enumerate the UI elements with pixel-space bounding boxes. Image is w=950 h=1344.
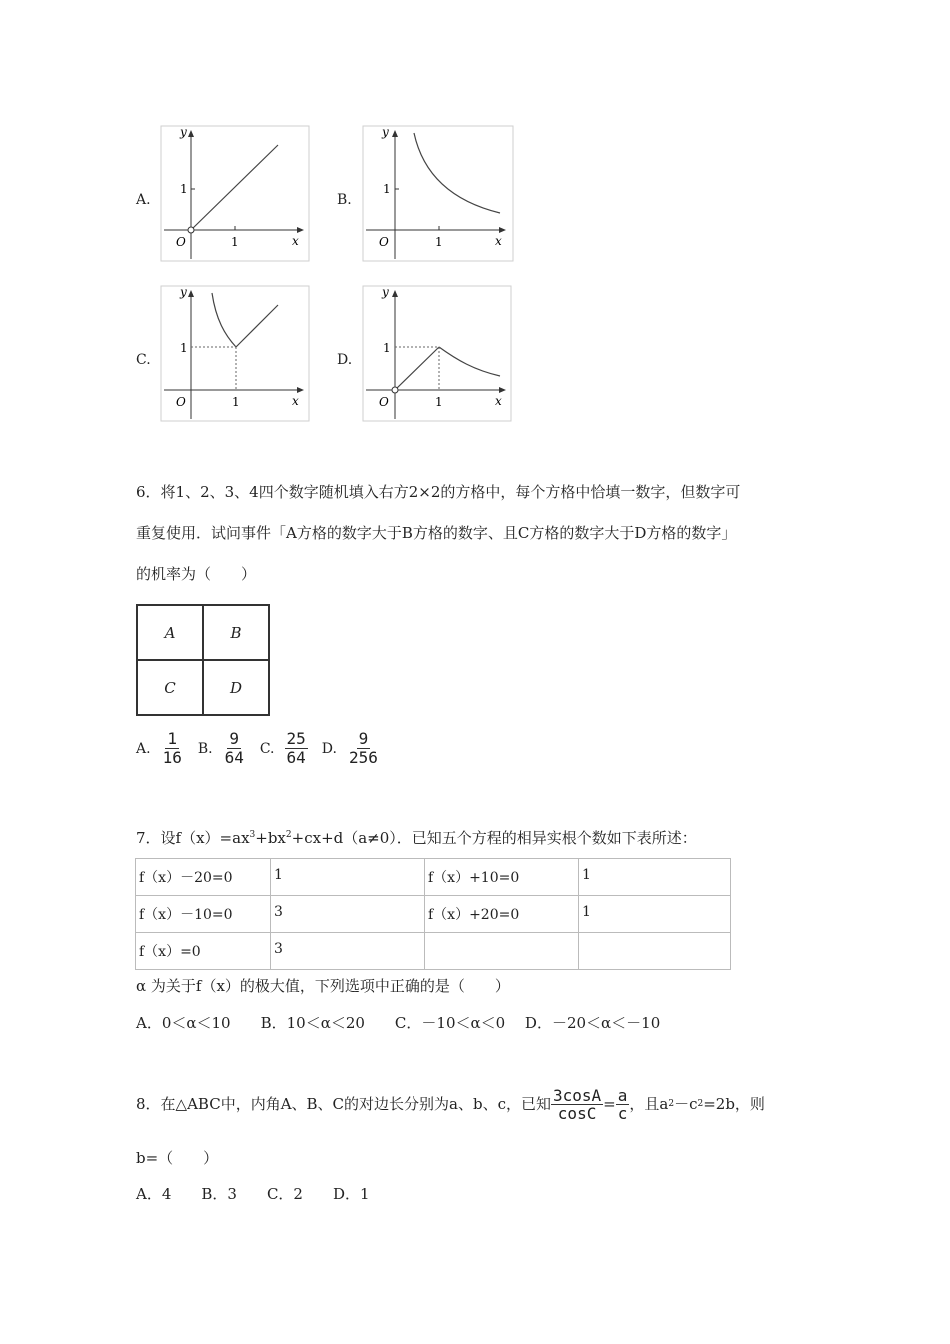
x-tick-label: 1 [435,395,443,409]
q8-exp-a: 2 [668,1099,675,1109]
x-axis-label: x [292,394,299,408]
denominator: 64 [286,748,306,767]
table-cell: 3 [271,896,425,933]
q8-stem-mid2: －c [674,1095,698,1113]
q6-option-a-label: A. [136,740,151,757]
q8-fraction-cos [551,1087,603,1122]
q6-option-d-label: D. [321,740,337,757]
origin-label: O [379,395,389,409]
y-tick-label: 1 [383,182,391,196]
x-axis-arrow [499,227,506,233]
q8-answer-line: b=（ ） [136,1149,219,1167]
table-cell: f（x）－10=0 [136,896,271,933]
origin-label: O [176,235,186,249]
q8-stem-prefix: 8．在△ABC中，内角A、B、C的对边长分别为a、b、c，已知 [136,1095,551,1113]
denominator: 256 [348,748,378,767]
table-cell: f（x）=0 [136,933,271,970]
q7-stem-mid: +bx [255,829,286,847]
q6-stem-line1: 6．将1、2、3、4四个数字随机填入右方2×2的方格中，每个方格中恰填一数字，但数字可 [136,483,741,501]
q5-option-a-label: A. [136,192,151,208]
q8-exp-c: 2 [697,1099,704,1109]
q6-grid [136,604,270,716]
x-axis-arrow [297,387,304,393]
q6-stem-line2: 重复使用．试问事件「A方格的数字大于B方格的数字、且C方格的数字大于D方格的数字」 [136,524,737,542]
y-axis-label: y [180,125,187,139]
q7-stem [136,825,697,848]
curve-line [191,145,278,230]
q5-option-c-label: C. [136,352,151,368]
origin-label: O [379,235,389,249]
table-cell: f（x）+10=0 [425,859,579,896]
grid-cell-a: A [138,606,203,660]
table-cell: 1 [579,859,731,896]
q5-graph-c [160,285,310,422]
q5-graph-d [362,285,512,422]
x-tick-label: 1 [435,235,443,249]
y-axis-arrow [188,130,194,137]
grid-cell-d: D [203,660,268,714]
grid-cell-c: C [138,660,203,714]
q8-equals: = [603,1095,616,1113]
denominator: 64 [224,748,244,767]
open-point [392,387,398,393]
y-axis-label: y [180,285,187,299]
curve-decreasing [414,133,500,213]
table-cell: 1 [271,859,425,896]
q6-options [136,730,380,767]
q7-stem-prefix: 7．设f（x）=ax [136,829,250,847]
q7-exp-2: 2 [285,830,292,840]
table-row [136,896,731,933]
y-axis-label: y [382,285,389,299]
y-tick-label: 1 [383,341,391,355]
y-tick-label: 1 [180,182,188,196]
x-axis-label: x [495,234,502,248]
q8-stem [136,1082,765,1126]
y-axis-arrow [392,130,398,137]
numerator: 1 [167,729,178,748]
x-axis-label: x [292,234,299,248]
q7-options: A．0＜α＜10 B．10＜α＜20 C．－10＜α＜0 D．－20＜α＜－10 [136,1014,661,1032]
numerator: 9 [358,729,369,748]
table-cell: f（x）－20=0 [136,859,271,896]
table-cell [425,933,579,970]
q6-option-d-fraction [347,730,380,767]
q8-options: A．4 B．3 C．2 D．1 [136,1185,370,1203]
q7-stem-suffix: +cx+d（a≠0）．已知五个方程的相异实根个数如下表所述： [291,829,697,847]
y-tick-label: 1 [180,341,188,355]
table-cell: 3 [271,933,425,970]
denominator: c [617,1103,628,1123]
curve-rising-segment [395,347,439,390]
table-cell: f（x）+20=0 [425,896,579,933]
q7-roots-table [135,858,731,970]
table-row [136,933,731,970]
numerator: 25 [286,729,306,748]
q7-exp-3: 3 [249,830,256,840]
y-axis-arrow [188,290,194,297]
q6-option-a-fraction [161,730,184,767]
curve-left-branch [212,293,236,347]
q6-option-b-label: B. [197,740,213,757]
curve-decreasing-branch [439,347,500,376]
q7-question-line: α 为关于f（x）的极大值，下列选项中正确的是（ ） [136,977,510,995]
open-point [188,227,194,233]
q6-option-b-fraction [223,730,246,767]
q5-option-b-label: B. [337,192,352,208]
q6-option-c-label: C. [259,740,275,757]
q6-stem-line3: 的机率为（ ） [136,565,257,583]
x-tick-label: 1 [232,395,240,409]
table-row [136,859,731,896]
q8-fraction-ac [616,1087,630,1122]
curve-right-branch [236,305,278,347]
numerator: 9 [229,729,240,748]
x-tick-label: 1 [231,235,239,249]
numerator: a [617,1085,628,1105]
denominator: cosC [557,1103,597,1123]
denominator: 16 [162,748,182,767]
table-cell: 1 [579,896,731,933]
table-cell [579,933,731,970]
y-axis-label: y [382,125,389,139]
x-axis-arrow [297,227,304,233]
y-axis-arrow [392,290,398,297]
origin-label: O [176,395,186,409]
x-axis-arrow [499,387,506,393]
x-axis-label: x [495,394,502,408]
q5-graph-a [160,125,310,262]
q6-option-c-fraction [285,730,308,767]
grid-cell-b: B [203,606,268,660]
numerator: 3cosA [552,1085,602,1105]
q5-option-d-label: D. [337,352,353,368]
q8-stem-suffix: =2b，则 [703,1095,765,1113]
q8-stem-mid: ，且a [629,1095,669,1113]
q5-graph-b [362,125,514,262]
